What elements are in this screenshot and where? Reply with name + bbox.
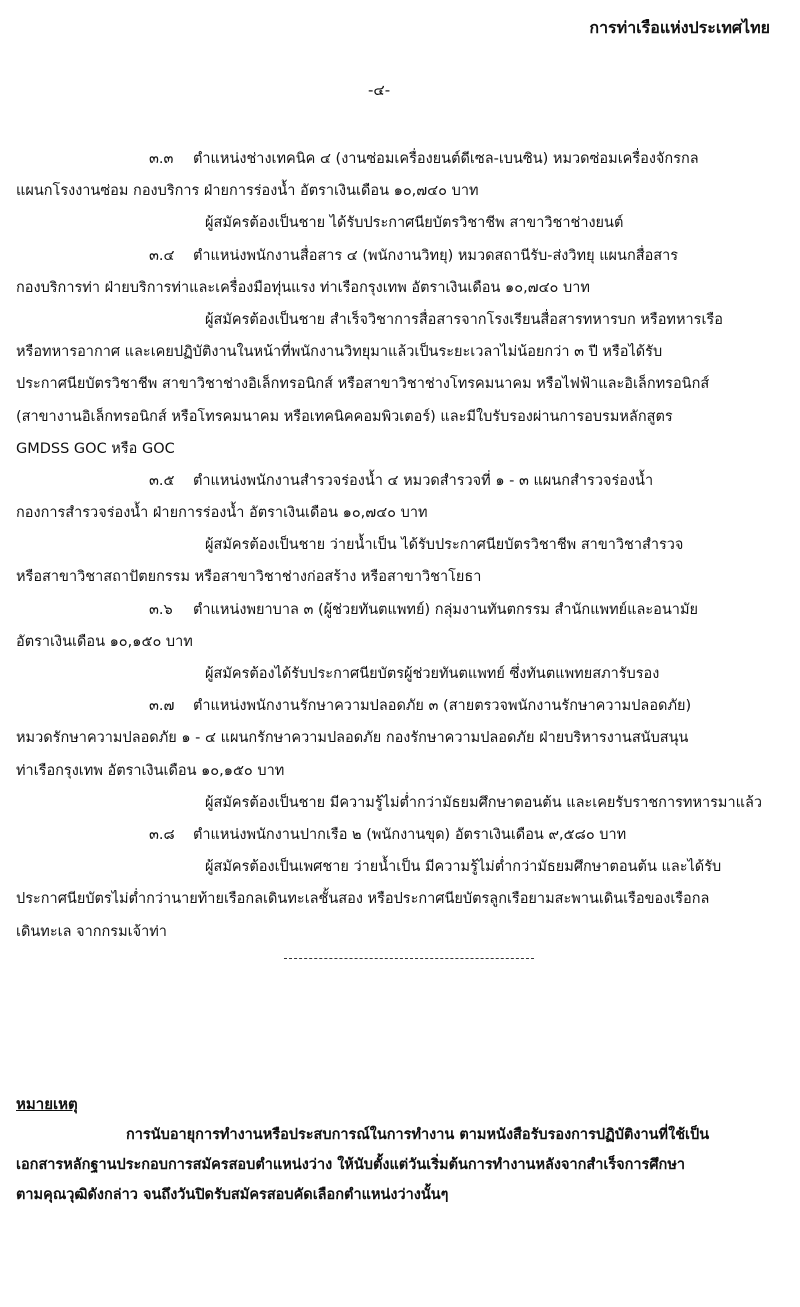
position-text: กองการสำรวจร่องน้ำ ฝ่ายการร่องน้ำ อัตราเงินเดือน ๑๐,๗๔๐ บาท (16, 505, 428, 522)
position-text: หมวดรักษาความปลอดภัย ๑ - ๔ แผนกรักษาความปลอดภัย กองรักษาความปลอดภัย ฝ่ายบริหารงานสนับสนุน (16, 730, 689, 747)
requirement-line: ผู้สมัครต้องเป็นชาย มีความรู้ไม่ต่ำกว่ามัธยมศึกษาตอนต้น และเคยรับราชการทหารมาแล้ว (205, 794, 763, 811)
requirement-line: ประกาศนียบัตรวิชาชีพ สาขาวิชาช่างอิเล็กทรอนิกส์ หรือสาขาวิชาช่างโทรคมนาคม หรือไฟฟ้าและอิเล็กทรอนิกส์ (16, 376, 710, 393)
position-text: ตำแหน่งพนักงานสำรวจร่องน้ำ ๔ หมวดสำรวจที่ ๑ - ๓ แผนกสำรวจร่องน้ำ (193, 472, 654, 489)
note-line: การนับอายุการทำงานหรือประสบการณ์ในการทำงาน ตามหนังสือรับรองการปฏิบัติงานที่ใช้เป็น (126, 1127, 710, 1143)
position-text: ตำแหน่งพนักงานรักษาความปลอดภัย ๓ (สายตรวจพนักงานรักษาความปลอดภัย) (193, 698, 692, 715)
requirement-line: ผู้สมัครต้องเป็นชาย ได้รับประกาศนียบัตรวิชาชีพ สาขาวิชาช่างยนต์ (205, 215, 624, 232)
requirement-line: ผู้สมัครต้องเป็นชาย สำเร็จวิชาการสื่อสารจากโรงเรียนสื่อสารทหารบก หรือทหารเรือ (205, 311, 723, 328)
position-text: ตำแหน่งพนักงานปากเรือ ๒ (พนักงานขุด) อัตราเงินเดือน ๙,๕๘๐ บาท (193, 826, 627, 843)
requirement-line: เดินทะเล จากกรมเจ้าท่า (16, 923, 167, 940)
item-number: ๓.๕ (149, 472, 175, 489)
position-line (16, 690, 791, 722)
position-line (16, 819, 791, 851)
page-number: -๔- (368, 81, 391, 99)
position-line (16, 497, 791, 529)
requirement-line: ผู้สมัครต้องเป็นชาย ว่ายน้ำเป็น ได้รับประกาศนียบัตรวิชาชีพ สาขาวิชาสำรวจ (205, 537, 684, 554)
requirement-line: ผู้สมัครต้องได้รับประกาศนียบัตรผู้ช่วยทันตแพทย์ ซึ่งทันตแพทยสภารับรอง (205, 666, 660, 682)
note-line: ตามคุณวุฒิดังกล่าว จนถึงวันปิดรับสมัครสอบคัดเลือกตำแหน่งว่างนั้นๆ (16, 1187, 449, 1203)
requirement-line: หรือสาขาวิชาสถาปัตยกรรม หรือสาขาวิชาช่างก่อสร้าง หรือสาขาวิชาโยธา (16, 569, 482, 586)
organization-header: การท่าเรือแห่งประเทศไทย (589, 18, 770, 37)
position-text: ตำแหน่งพยาบาล ๓ (ผู้ช่วยทันตแพทย์) กลุ่มงานทันตกรรม สำนักแพทย์และอนามัย (193, 601, 699, 618)
section-divider (284, 958, 534, 959)
position-text: ตำแหน่งพนักงานสื่อสาร ๔ (พนักงานวิทยุ) หมวดสถานีรับ-ส่งวิทยุ แผนกสื่อสาร (193, 247, 679, 264)
position-line (16, 626, 791, 658)
position-line (16, 240, 791, 272)
requirement-line: ประกาศนียบัตรไม่ต่ำกว่านายท้ายเรือกลเดินทะเลชั้นสอง หรือประกาศนียบัตรลูกเรือยามสะพานเดินเรือของเรือกล (16, 891, 710, 908)
position-line (16, 594, 791, 626)
position-text: แผนกโรงงานซ่อม กองบริการ ฝ่ายการร่องน้ำ อัตราเงินเดือน ๑๐,๗๔๐ บาท (16, 183, 479, 200)
requirement-line: GMDSS GOC หรือ GOC (16, 440, 175, 457)
position-line (16, 755, 791, 787)
item-number: ๓.๔ (149, 247, 175, 264)
requirement-line: (สาขางานอิเล็กทรอนิกส์ หรือโทรคมนาคม หรือเทคนิคคอมพิวเตอร์) และมีใบรับรองผ่านการอบรมหลักสูตร (16, 408, 673, 425)
requirement-line: ผู้สมัครต้องเป็นเพศชาย ว่ายน้ำเป็น มีความรู้ไม่ต่ำกว่ามัธยมศึกษาตอนต้น และได้รับ (205, 859, 722, 876)
note-line: เอกสารหลักฐานประกอบการสมัครสอบตำแหน่งว่าง ให้นับตั้งแต่วันเริ่มต้นการทำงานหลังจากสำเร็จการศึกษา (16, 1157, 686, 1173)
item-number: ๓.๗ (149, 698, 175, 715)
position-list (16, 143, 791, 948)
position-line (16, 143, 791, 175)
position-line (16, 175, 791, 207)
note-title: หมายเหตุ (16, 1095, 78, 1113)
position-text: อัตราเงินเดือน ๑๐,๑๕๐ บาท (16, 633, 193, 650)
position-line (16, 272, 791, 304)
item-number: ๓.๘ (149, 826, 175, 843)
position-line (16, 722, 791, 754)
note-section (16, 1088, 791, 1210)
position-line (16, 465, 791, 497)
requirement-line: หรือทหารอากาศ และเคยปฏิบัติงานในหน้าที่พนักงานวิทยุมาแล้วเป็นระยะเวลาไม่น้อยกว่า ๓ ปี หรือได้รับ (16, 344, 663, 361)
position-text: กองบริการท่า ฝ่ายบริการท่าและเครื่องมือทุ่นแรง ท่าเรือกรุงเทพ อัตราเงินเดือน ๑๐,๗๔๐ บาท (16, 279, 590, 296)
position-text: ตำแหน่งช่างเทคนิค ๔ (งานซ่อมเครื่องยนต์ดีเซล-เบนซิน) หมวดซ่อมเครื่องจักรกล (193, 151, 699, 167)
item-number: ๓.๓ (149, 151, 174, 167)
position-text: ท่าเรือกรุงเทพ อัตราเงินเดือน ๑๐,๑๕๐ บาท (16, 762, 285, 779)
item-number: ๓.๖ (149, 601, 173, 618)
